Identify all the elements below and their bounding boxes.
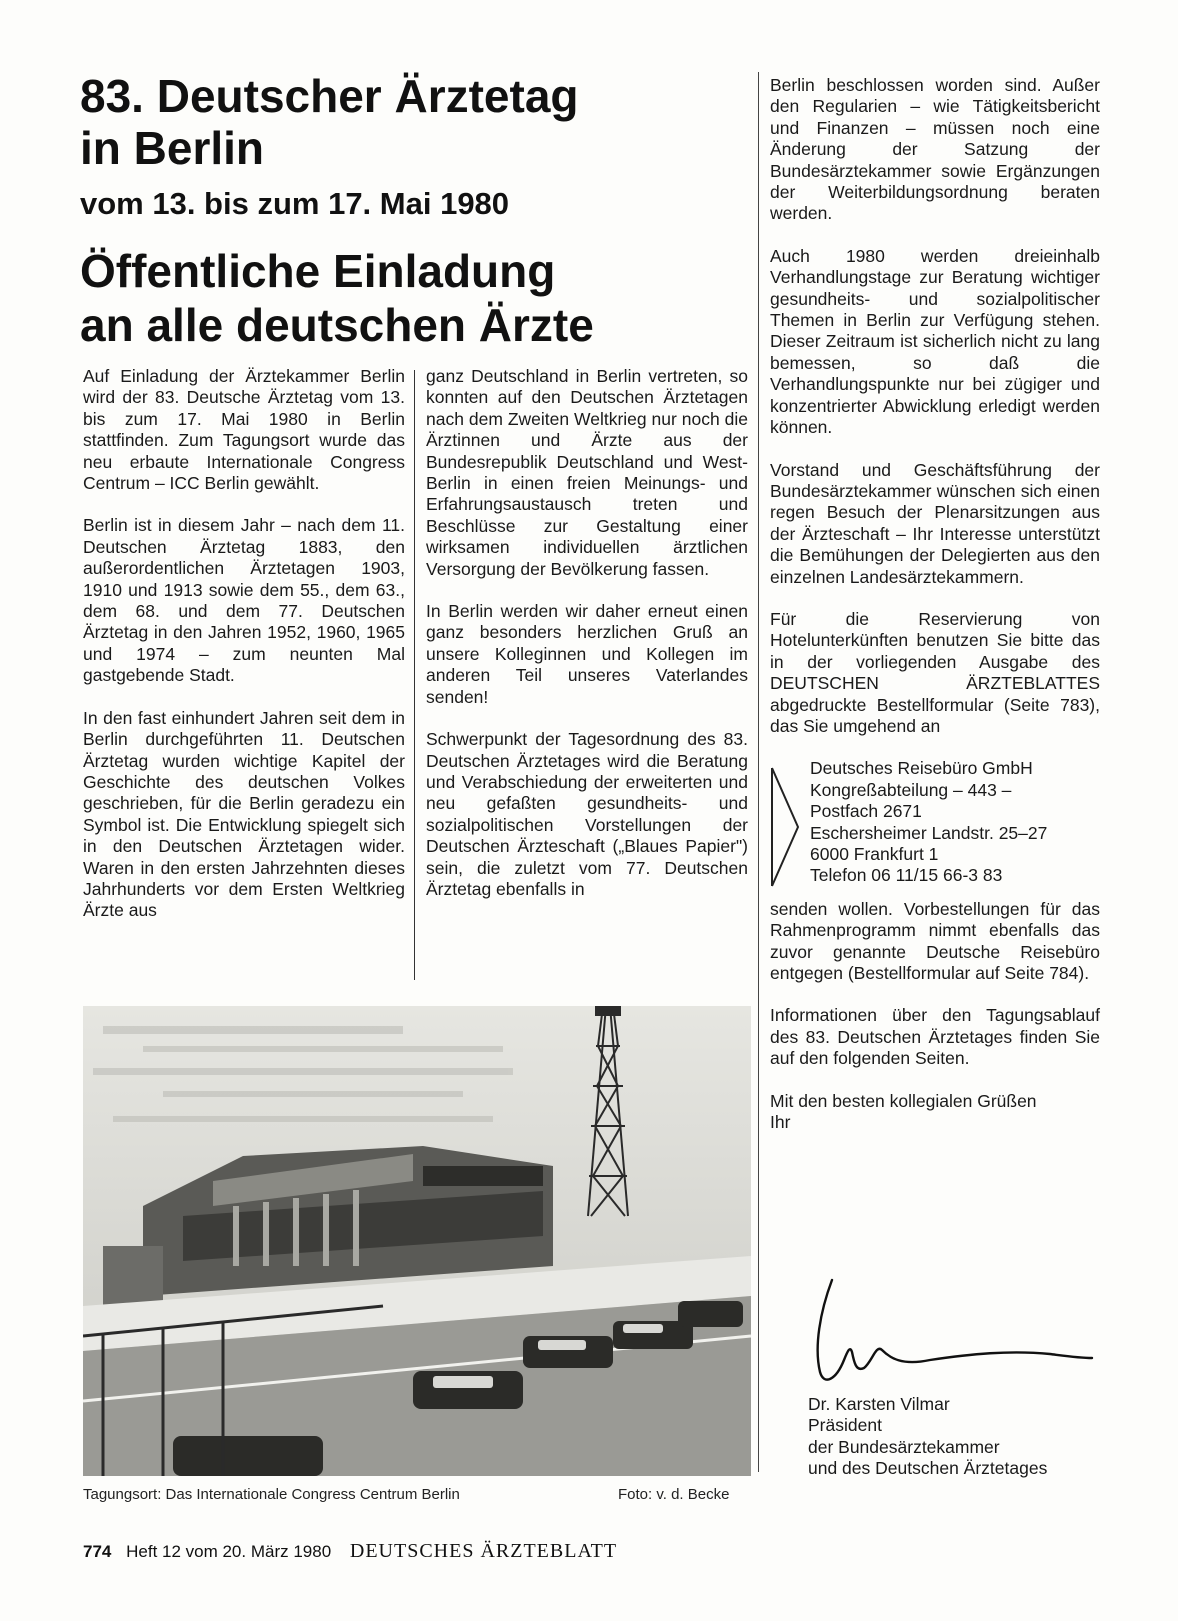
paragraph: Berlin ist in diesem Jahr – nach dem 11. Deutschen Ärztetag 1883, den außerordentlichen Ärztetagen 1903, 1910 und 1913 sowie dem 55., dem 63., dem 68. und dem 77. Deutschen Ärztetag in den Jahren 1952, 1960, 1965 und 1974 – zum neunten Mal gastgebende Stadt. <box>83 515 405 686</box>
paragraph: Berlin beschlossen worden sind. Außer den Regularien – wie Tätigkeitsbericht und Finanzen – müssen noch eine Änderung der Satzung der Bundesärztekammer sowie Ergänzungen der Weiterbildungsordnung beraten werden. <box>770 75 1100 224</box>
address-line: Postfach 2671 <box>810 801 922 822</box>
photo-credit: Foto: v. d. Becke <box>618 1486 730 1503</box>
address-pointer-icon <box>770 766 800 888</box>
subtitle-line-1: Öffentliche Einladung <box>80 245 556 297</box>
closing <box>770 1091 1100 1134</box>
paragraph: In Berlin werden wir daher erneut einen ganz besonders herzlichen Gruß an unsere Kolleginnen und Kollegen im anderen Teil unseres Vaterlandes senden! <box>426 601 748 707</box>
text-column-2 <box>426 366 748 921</box>
congress-centre-photo <box>83 1006 751 1476</box>
text-column-1 <box>83 366 405 943</box>
event-date: vom 13. bis zum 17. Mai 1980 <box>80 186 510 221</box>
paragraph: In den fast einhundert Jahren seit dem in Berlin durchgeführten 11. Deutschen Ärztetag wurden wichtige Kapitel der Geschichte des deutschen Volkes geschrieben, für die Berlin geradezu ein Symbol ist. Die Entwicklung spiegelt sich in den Deutschen Ärztetagen wider. Waren in den ersten Jahrzehnten dieses Jahrhunderts vor dem Ersten Weltkrieg Ärzte aus <box>83 707 405 921</box>
column-divider <box>414 370 415 980</box>
text-column-3 <box>770 75 1100 1133</box>
title-line-2: in Berlin <box>80 122 265 174</box>
paragraph: Auf Einladung der Ärztekammer Berlin wird der 83. Deutsche Ärztetag vom 13. bis zum 17. Mai 1980 in Berlin stattfinden. Zum Tagungsort wurde das neu erbaute Internationale Congress Centrum – ICC Berlin gewählt. <box>83 366 405 494</box>
paragraph: Auch 1980 werden dreieinhalb Verhandlungstage zur Beratung wichtiger gesundheits- und sozialpolitischer Themen in Berlin zur Verfügung stehen. Dieser Zeitraum ist sicherlich nicht zu lang bemessen, so daß die Verhandlungspunkte nur bei zügiger und konzentrierter Abwicklung erledigt werden können. <box>770 245 1100 438</box>
paragraph: senden wollen. Vorbestellungen für das Rahmenprogramm nimmt ebenfalls das zuvor genannte Deutsche Reisebüro entgegen (Bestellformular auf Seite 784). <box>770 898 1100 984</box>
issue-info: Heft 12 vom 20. März 1980 <box>126 1542 332 1561</box>
signatory-role: Präsident <box>808 1415 882 1436</box>
article-title <box>80 70 720 174</box>
paragraph: Informationen über den Tagungsablauf des 83. Deutschen Ärztetages finden Sie auf den folgenden Seiten. <box>770 1005 1100 1069</box>
magazine-name: DEUTSCHES ÄRZTEBLATT <box>349 1540 618 1562</box>
photo-caption: Tagungsort: Das Internationale Congress Centrum Berlin <box>83 1486 460 1503</box>
address-line: Kongreßabteilung – 443 – <box>810 779 1012 800</box>
article-subtitle <box>80 244 720 352</box>
signatory-name: Dr. Karsten Vilmar <box>808 1394 950 1414</box>
closing-greeting: Mit den besten kollegialen Grüßen <box>770 1090 1037 1111</box>
paragraph: Für die Reservierung von Hotelunterkünften benutzen Sie bitte das in der vorliegenden Ausgabe des DEUTSCHEN ÄRZTEBLATTES abgedruckte Bestellformular (Seite 783), das Sie umgehend an <box>770 608 1100 736</box>
address-line: Telefon 06 11/15 66-3 83 <box>810 865 1003 886</box>
title-line-1: 83. Deutscher Ärztetag <box>80 70 579 122</box>
page-number: 774 <box>83 1542 112 1561</box>
subtitle-line-2: an alle deutschen Ärzte <box>80 299 594 351</box>
paragraph: ganz Deutschland in Berlin vertreten, so konnten auf den Deutschen Ärztetagen nach dem Zweiten Weltkrieg nur noch die Ärztinnen und Ärzte aus der Bundesrepublik Deutschland und West-Berlin in einen freien Meinungs- und Erfahrungsaustausch treten und Beschlüsse zur Gestaltung einer wirksamen individuellen ärztlichen Versorgung der Bevölkerung fassen. <box>426 366 748 579</box>
column-divider-right <box>758 72 759 1472</box>
paragraph: Vorstand und Geschäftsführung der Bundesärztekammer wünschen sich einen regen Besuch der Plenarsitzungen aus der Ärzteschaft – Ihr Interesse unterstützt die Bemühungen der Delegierten aus den einzelnen Landesärztekammern. <box>770 459 1100 587</box>
paragraph: Schwerpunkt der Tagesordnung des 83. Deutschen Ärztetages wird die Beratung und Verabschiedung der erweiterten und neu gefaßten gesundheits- und sozialpolitischen Vorstellungen der Deutschen Ärzteschaft („Blaues Papier") sein, die zuletzt vom 77. Deutschen Ärztetag ebenfalls in <box>426 729 748 899</box>
signatory-org: der Bundesärztekammer <box>808 1436 1000 1457</box>
signatory-org: und des Deutschen Ärztetages <box>808 1458 1048 1479</box>
page-footer <box>83 1540 617 1563</box>
address-block <box>770 758 1100 886</box>
address-line: Eschersheimer Landstr. 25–27 <box>810 822 1048 843</box>
signatory-block <box>808 1394 1128 1480</box>
handwritten-signature <box>810 1262 1100 1402</box>
address-line: Deutsches Reisebüro GmbH <box>810 758 1033 779</box>
address-line: 6000 Frankfurt 1 <box>810 844 939 864</box>
closing-ihr: Ihr <box>770 1112 791 1133</box>
